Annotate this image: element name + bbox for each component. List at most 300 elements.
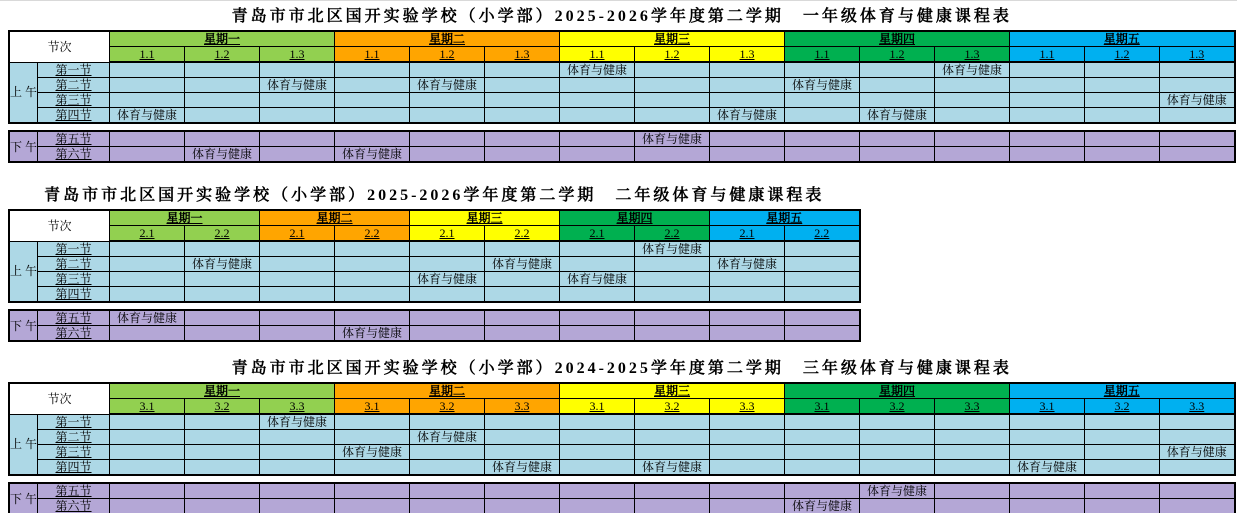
- class-header-cell[interactable]: 3.3: [485, 399, 560, 415]
- schedule-cell[interactable]: [110, 272, 185, 287]
- morning-label-cell[interactable]: 上 午: [9, 241, 38, 302]
- class-header-cell[interactable]: 2.2: [485, 226, 560, 242]
- schedule-cell[interactable]: [335, 310, 410, 326]
- schedule-cell[interactable]: [560, 499, 635, 513]
- schedule-cell[interactable]: [335, 78, 410, 93]
- schedule-cell[interactable]: [110, 131, 185, 147]
- schedule-cell[interactable]: [785, 131, 860, 147]
- schedule-cell[interactable]: [260, 460, 335, 476]
- schedule-cell[interactable]: [560, 147, 635, 163]
- schedule-cell[interactable]: [335, 62, 410, 78]
- schedule-cell[interactable]: [1160, 78, 1235, 93]
- schedule-cell[interactable]: [110, 93, 185, 108]
- schedule-cell[interactable]: [710, 241, 785, 257]
- schedule-cell[interactable]: [710, 62, 785, 78]
- schedule-cell[interactable]: [560, 414, 635, 430]
- schedule-cell[interactable]: [935, 445, 1010, 460]
- schedule-cell[interactable]: [185, 241, 260, 257]
- day-header-cell[interactable]: 星期二: [260, 210, 410, 226]
- schedule-cell[interactable]: [335, 131, 410, 147]
- schedule-cell[interactable]: [410, 287, 485, 303]
- class-header-cell[interactable]: 3.3: [1160, 399, 1235, 415]
- schedule-cell[interactable]: [1160, 499, 1235, 513]
- schedule-cell[interactable]: [635, 445, 710, 460]
- pe-lesson-cell[interactable]: 体育与健康: [260, 78, 335, 93]
- pe-lesson-cell[interactable]: 体育与健康: [860, 483, 935, 499]
- schedule-cell[interactable]: [635, 499, 710, 513]
- schedule-cell[interactable]: [260, 62, 335, 78]
- schedule-cell[interactable]: [860, 445, 935, 460]
- schedule-cell[interactable]: [635, 326, 710, 342]
- schedule-cell[interactable]: [485, 287, 560, 303]
- schedule-cell[interactable]: [485, 93, 560, 108]
- schedule-cell[interactable]: [1160, 430, 1235, 445]
- schedule-cell[interactable]: [410, 499, 485, 513]
- schedule-cell[interactable]: [410, 310, 485, 326]
- schedule-cell[interactable]: [335, 272, 410, 287]
- schedule-cell[interactable]: [860, 499, 935, 513]
- day-header-cell[interactable]: 星期一: [110, 383, 335, 399]
- schedule-cell[interactable]: [1085, 78, 1160, 93]
- schedule-cell[interactable]: [110, 414, 185, 430]
- pe-lesson-cell[interactable]: 体育与健康: [335, 445, 410, 460]
- schedule-cell[interactable]: [410, 460, 485, 476]
- schedule-cell[interactable]: [335, 287, 410, 303]
- schedule-cell[interactable]: [410, 326, 485, 342]
- period-column-header-cell[interactable]: 节次: [9, 31, 110, 62]
- schedule-cell[interactable]: [1085, 499, 1160, 513]
- schedule-cell[interactable]: [860, 414, 935, 430]
- schedule-cell[interactable]: [485, 241, 560, 257]
- schedule-cell[interactable]: [1010, 78, 1085, 93]
- schedule-cell[interactable]: [185, 445, 260, 460]
- schedule-cell[interactable]: [260, 326, 335, 342]
- table-title[interactable]: 青岛市市北区国开实验学校（小学部）2025-2026学年度第二学期 二年级体育与健康课程表: [44, 187, 825, 204]
- schedule-cell[interactable]: [110, 483, 185, 499]
- class-header-cell[interactable]: 3.3: [935, 399, 1010, 415]
- schedule-cell[interactable]: [1010, 445, 1085, 460]
- day-header-cell[interactable]: 星期三: [560, 31, 785, 47]
- schedule-cell[interactable]: [335, 93, 410, 108]
- schedule-cell[interactable]: [785, 272, 860, 287]
- class-header-cell[interactable]: 2.1: [560, 226, 635, 242]
- schedule-cell[interactable]: [485, 272, 560, 287]
- pe-lesson-cell[interactable]: 体育与健康: [935, 62, 1010, 78]
- schedule-cell[interactable]: [485, 445, 560, 460]
- class-header-cell[interactable]: 1.3: [485, 47, 560, 63]
- schedule-cell[interactable]: [260, 499, 335, 513]
- class-header-cell[interactable]: 3.1: [110, 399, 185, 415]
- schedule-cell[interactable]: [635, 108, 710, 124]
- schedule-cell[interactable]: [635, 483, 710, 499]
- schedule-cell[interactable]: [785, 108, 860, 124]
- day-header-cell[interactable]: 星期五: [1010, 383, 1235, 399]
- schedule-cell[interactable]: [935, 430, 1010, 445]
- schedule-cell[interactable]: [710, 326, 785, 342]
- schedule-cell[interactable]: [860, 62, 935, 78]
- schedule-cell[interactable]: [110, 147, 185, 163]
- schedule-cell[interactable]: [260, 310, 335, 326]
- pe-lesson-cell[interactable]: 体育与健康: [710, 257, 785, 272]
- schedule-cell[interactable]: [335, 483, 410, 499]
- schedule-cell[interactable]: [335, 430, 410, 445]
- class-header-cell[interactable]: 1.1: [1010, 47, 1085, 63]
- afternoon-label-cell[interactable]: 下 午: [9, 310, 38, 341]
- schedule-cell[interactable]: [260, 147, 335, 163]
- schedule-cell[interactable]: [785, 430, 860, 445]
- schedule-cell[interactable]: [260, 287, 335, 303]
- schedule-cell[interactable]: [185, 272, 260, 287]
- class-header-cell[interactable]: 1.2: [635, 47, 710, 63]
- schedule-cell[interactable]: [635, 430, 710, 445]
- period-label-cell[interactable]: 第四节: [38, 460, 110, 476]
- schedule-cell[interactable]: [560, 445, 635, 460]
- class-header-cell[interactable]: 3.1: [785, 399, 860, 415]
- schedule-cell[interactable]: [410, 93, 485, 108]
- class-header-cell[interactable]: 2.2: [635, 226, 710, 242]
- schedule-cell[interactable]: [935, 414, 1010, 430]
- schedule-cell[interactable]: [635, 257, 710, 272]
- pe-lesson-cell[interactable]: 体育与健康: [260, 414, 335, 430]
- schedule-cell[interactable]: [1160, 483, 1235, 499]
- schedule-cell[interactable]: [485, 430, 560, 445]
- schedule-cell[interactable]: [110, 445, 185, 460]
- schedule-cell[interactable]: [785, 310, 860, 326]
- class-header-cell[interactable]: 2.1: [710, 226, 785, 242]
- schedule-cell[interactable]: [860, 93, 935, 108]
- schedule-cell[interactable]: [410, 445, 485, 460]
- day-header-cell[interactable]: 星期五: [710, 210, 860, 226]
- period-label-cell[interactable]: 第五节: [38, 310, 110, 326]
- schedule-cell[interactable]: [560, 483, 635, 499]
- schedule-cell[interactable]: [110, 62, 185, 78]
- schedule-cell[interactable]: [1160, 414, 1235, 430]
- schedule-cell[interactable]: [110, 499, 185, 513]
- day-header-cell[interactable]: 星期三: [410, 210, 560, 226]
- schedule-cell[interactable]: [335, 241, 410, 257]
- schedule-cell[interactable]: [560, 241, 635, 257]
- schedule-cell[interactable]: [485, 108, 560, 124]
- schedule-cell[interactable]: [710, 93, 785, 108]
- pe-lesson-cell[interactable]: 体育与健康: [1010, 460, 1085, 476]
- schedule-cell[interactable]: [560, 131, 635, 147]
- schedule-cell[interactable]: [785, 147, 860, 163]
- schedule-cell[interactable]: [560, 287, 635, 303]
- schedule-cell[interactable]: [260, 108, 335, 124]
- schedule-cell[interactable]: [110, 326, 185, 342]
- schedule-cell[interactable]: [185, 326, 260, 342]
- schedule-cell[interactable]: [260, 257, 335, 272]
- schedule-cell[interactable]: [410, 241, 485, 257]
- schedule-cell[interactable]: [710, 430, 785, 445]
- schedule-cell[interactable]: [1085, 93, 1160, 108]
- schedule-cell[interactable]: [185, 93, 260, 108]
- schedule-cell[interactable]: [185, 287, 260, 303]
- schedule-cell[interactable]: [110, 287, 185, 303]
- schedule-cell[interactable]: [710, 147, 785, 163]
- class-header-cell[interactable]: 1.3: [710, 47, 785, 63]
- schedule-cell[interactable]: [785, 257, 860, 272]
- period-label-cell[interactable]: 第四节: [38, 108, 110, 124]
- pe-lesson-cell[interactable]: 体育与健康: [785, 78, 860, 93]
- schedule-cell[interactable]: [410, 108, 485, 124]
- schedule-cell[interactable]: [335, 257, 410, 272]
- schedule-cell[interactable]: [260, 131, 335, 147]
- schedule-cell[interactable]: [1085, 460, 1160, 476]
- day-header-cell[interactable]: 星期一: [110, 31, 335, 47]
- class-header-cell[interactable]: 3.1: [560, 399, 635, 415]
- class-header-cell[interactable]: 3.2: [635, 399, 710, 415]
- pe-lesson-cell[interactable]: 体育与健康: [560, 62, 635, 78]
- table-title[interactable]: 青岛市市北区国开实验学校（小学部）2025-2026学年度第二学期 一年级体育与健康课程表: [231, 8, 1012, 25]
- schedule-cell[interactable]: [785, 287, 860, 303]
- schedule-cell[interactable]: [710, 460, 785, 476]
- schedule-cell[interactable]: [485, 62, 560, 78]
- schedule-cell[interactable]: [1010, 108, 1085, 124]
- schedule-cell[interactable]: [1160, 108, 1235, 124]
- period-label-cell[interactable]: 第六节: [38, 147, 110, 163]
- class-header-cell[interactable]: 1.3: [935, 47, 1010, 63]
- schedule-cell[interactable]: [260, 241, 335, 257]
- schedule-cell[interactable]: [635, 272, 710, 287]
- pe-lesson-cell[interactable]: 体育与健康: [560, 272, 635, 287]
- pe-lesson-cell[interactable]: 体育与健康: [485, 460, 560, 476]
- schedule-cell[interactable]: [185, 310, 260, 326]
- pe-lesson-cell[interactable]: 体育与健康: [635, 131, 710, 147]
- class-header-cell[interactable]: 1.3: [260, 47, 335, 63]
- schedule-cell[interactable]: [185, 483, 260, 499]
- schedule-cell[interactable]: [560, 310, 635, 326]
- schedule-cell[interactable]: [335, 460, 410, 476]
- schedule-cell[interactable]: [410, 147, 485, 163]
- schedule-cell[interactable]: [110, 430, 185, 445]
- schedule-cell[interactable]: [710, 414, 785, 430]
- schedule-cell[interactable]: [635, 310, 710, 326]
- schedule-cell[interactable]: [1085, 414, 1160, 430]
- schedule-cell[interactable]: [260, 93, 335, 108]
- schedule-cell[interactable]: [1010, 430, 1085, 445]
- schedule-cell[interactable]: [1010, 499, 1085, 513]
- schedule-cell[interactable]: [260, 272, 335, 287]
- period-label-cell[interactable]: 第一节: [38, 241, 110, 257]
- schedule-cell[interactable]: [410, 483, 485, 499]
- day-header-cell[interactable]: 星期二: [335, 31, 560, 47]
- schedule-cell[interactable]: [710, 272, 785, 287]
- schedule-cell[interactable]: [185, 460, 260, 476]
- schedule-cell[interactable]: [335, 414, 410, 430]
- schedule-cell[interactable]: [1010, 131, 1085, 147]
- schedule-cell[interactable]: [635, 414, 710, 430]
- period-label-cell[interactable]: 第三节: [38, 445, 110, 460]
- period-label-cell[interactable]: 第四节: [38, 287, 110, 303]
- pe-lesson-cell[interactable]: 体育与健康: [335, 326, 410, 342]
- pe-lesson-cell[interactable]: 体育与健康: [410, 272, 485, 287]
- schedule-cell[interactable]: [560, 108, 635, 124]
- day-header-cell[interactable]: 星期四: [785, 31, 1010, 47]
- schedule-cell[interactable]: [860, 430, 935, 445]
- schedule-cell[interactable]: [1085, 430, 1160, 445]
- schedule-cell[interactable]: [1010, 62, 1085, 78]
- schedule-cell[interactable]: [635, 287, 710, 303]
- class-header-cell[interactable]: 1.1: [560, 47, 635, 63]
- schedule-cell[interactable]: [485, 147, 560, 163]
- schedule-cell[interactable]: [710, 499, 785, 513]
- schedule-cell[interactable]: [185, 78, 260, 93]
- schedule-cell[interactable]: [785, 414, 860, 430]
- schedule-cell[interactable]: [785, 326, 860, 342]
- schedule-cell[interactable]: [185, 62, 260, 78]
- schedule-cell[interactable]: [410, 131, 485, 147]
- pe-lesson-cell[interactable]: 体育与健康: [710, 108, 785, 124]
- pe-lesson-cell[interactable]: 体育与健康: [485, 257, 560, 272]
- schedule-cell[interactable]: [485, 310, 560, 326]
- schedule-cell[interactable]: [710, 78, 785, 93]
- pe-lesson-cell[interactable]: 体育与健康: [185, 147, 260, 163]
- schedule-cell[interactable]: [185, 430, 260, 445]
- schedule-cell[interactable]: [710, 445, 785, 460]
- schedule-cell[interactable]: [1010, 93, 1085, 108]
- schedule-cell[interactable]: [860, 131, 935, 147]
- class-header-cell[interactable]: 2.1: [410, 226, 485, 242]
- morning-label-cell[interactable]: 上 午: [9, 414, 38, 475]
- class-header-cell[interactable]: 3.2: [860, 399, 935, 415]
- class-header-cell[interactable]: 2.1: [260, 226, 335, 242]
- schedule-cell[interactable]: [785, 483, 860, 499]
- pe-lesson-cell[interactable]: 体育与健康: [785, 499, 860, 513]
- schedule-cell[interactable]: [410, 257, 485, 272]
- pe-lesson-cell[interactable]: 体育与健康: [110, 108, 185, 124]
- period-label-cell[interactable]: 第六节: [38, 326, 110, 342]
- schedule-cell[interactable]: [1010, 147, 1085, 163]
- pe-lesson-cell[interactable]: 体育与健康: [185, 257, 260, 272]
- schedule-cell[interactable]: [935, 483, 1010, 499]
- pe-lesson-cell[interactable]: 体育与健康: [860, 108, 935, 124]
- schedule-cell[interactable]: [860, 147, 935, 163]
- period-label-cell[interactable]: 第三节: [38, 93, 110, 108]
- period-label-cell[interactable]: 第一节: [38, 62, 110, 78]
- class-header-cell[interactable]: 2.1: [110, 226, 185, 242]
- afternoon-label-cell[interactable]: 下 午: [9, 131, 38, 162]
- class-header-cell[interactable]: 3.2: [185, 399, 260, 415]
- schedule-cell[interactable]: [485, 78, 560, 93]
- day-header-cell[interactable]: 星期四: [785, 383, 1010, 399]
- schedule-cell[interactable]: [710, 310, 785, 326]
- schedule-cell[interactable]: [485, 499, 560, 513]
- schedule-cell[interactable]: [410, 62, 485, 78]
- schedule-cell[interactable]: [185, 414, 260, 430]
- period-label-cell[interactable]: 第五节: [38, 131, 110, 147]
- class-header-cell[interactable]: 3.2: [410, 399, 485, 415]
- day-header-cell[interactable]: 星期五: [1010, 31, 1235, 47]
- class-header-cell[interactable]: 1.1: [110, 47, 185, 63]
- schedule-cell[interactable]: [560, 78, 635, 93]
- schedule-cell[interactable]: [935, 460, 1010, 476]
- class-header-cell[interactable]: 3.3: [260, 399, 335, 415]
- schedule-cell[interactable]: [1085, 62, 1160, 78]
- class-header-cell[interactable]: 3.1: [1010, 399, 1085, 415]
- pe-lesson-cell[interactable]: 体育与健康: [335, 147, 410, 163]
- day-header-cell[interactable]: 星期三: [560, 383, 785, 399]
- schedule-cell[interactable]: [1085, 108, 1160, 124]
- class-header-cell[interactable]: 1.1: [785, 47, 860, 63]
- period-column-header-cell[interactable]: 节次: [9, 383, 110, 414]
- schedule-cell[interactable]: [560, 460, 635, 476]
- schedule-cell[interactable]: [785, 445, 860, 460]
- schedule-cell[interactable]: [1010, 483, 1085, 499]
- schedule-cell[interactable]: [1160, 131, 1235, 147]
- period-column-header-cell[interactable]: 节次: [9, 210, 110, 241]
- period-label-cell[interactable]: 第二节: [38, 78, 110, 93]
- class-header-cell[interactable]: 1.2: [1085, 47, 1160, 63]
- schedule-cell[interactable]: [710, 483, 785, 499]
- class-header-cell[interactable]: 1.3: [1160, 47, 1235, 63]
- schedule-cell[interactable]: [635, 147, 710, 163]
- schedule-cell[interactable]: [635, 62, 710, 78]
- schedule-cell[interactable]: [485, 483, 560, 499]
- pe-lesson-cell[interactable]: 体育与健康: [635, 241, 710, 257]
- morning-label-cell[interactable]: 上 午: [9, 62, 38, 123]
- schedule-cell[interactable]: [185, 499, 260, 513]
- schedule-cell[interactable]: [1085, 445, 1160, 460]
- schedule-cell[interactable]: [1160, 147, 1235, 163]
- class-header-cell[interactable]: 1.2: [185, 47, 260, 63]
- schedule-cell[interactable]: [185, 108, 260, 124]
- schedule-cell[interactable]: [260, 430, 335, 445]
- schedule-cell[interactable]: [1160, 62, 1235, 78]
- class-header-cell[interactable]: 1.2: [860, 47, 935, 63]
- pe-lesson-cell[interactable]: 体育与健康: [410, 78, 485, 93]
- schedule-cell[interactable]: [485, 326, 560, 342]
- schedule-cell[interactable]: [935, 499, 1010, 513]
- schedule-cell[interactable]: [485, 131, 560, 147]
- table-title[interactable]: 青岛市市北区国开实验学校（小学部）2024-2025学年度第二学期 三年级体育与健康课程表: [231, 360, 1012, 377]
- class-header-cell[interactable]: 3.2: [1085, 399, 1160, 415]
- schedule-cell[interactable]: [485, 414, 560, 430]
- schedule-cell[interactable]: [560, 430, 635, 445]
- schedule-cell[interactable]: [635, 78, 710, 93]
- class-header-cell[interactable]: 3.3: [710, 399, 785, 415]
- day-header-cell[interactable]: 星期二: [335, 383, 560, 399]
- schedule-cell[interactable]: [935, 147, 1010, 163]
- schedule-cell[interactable]: [935, 131, 1010, 147]
- class-header-cell[interactable]: 2.2: [785, 226, 860, 242]
- schedule-cell[interactable]: [1010, 414, 1085, 430]
- pe-lesson-cell[interactable]: 体育与健康: [635, 460, 710, 476]
- class-header-cell[interactable]: 1.1: [335, 47, 410, 63]
- schedule-cell[interactable]: [335, 499, 410, 513]
- schedule-cell[interactable]: [935, 108, 1010, 124]
- day-header-cell[interactable]: 星期一: [110, 210, 260, 226]
- schedule-cell[interactable]: [710, 287, 785, 303]
- day-header-cell[interactable]: 星期四: [560, 210, 710, 226]
- schedule-cell[interactable]: [785, 241, 860, 257]
- class-header-cell[interactable]: 1.2: [410, 47, 485, 63]
- period-label-cell[interactable]: 第二节: [38, 430, 110, 445]
- schedule-cell[interactable]: [1085, 131, 1160, 147]
- schedule-cell[interactable]: [785, 93, 860, 108]
- period-label-cell[interactable]: 第二节: [38, 257, 110, 272]
- class-header-cell[interactable]: 2.2: [185, 226, 260, 242]
- schedule-cell[interactable]: [560, 326, 635, 342]
- afternoon-label-cell[interactable]: 下 午: [9, 483, 38, 513]
- schedule-cell[interactable]: [410, 414, 485, 430]
- pe-lesson-cell[interactable]: 体育与健康: [1160, 93, 1235, 108]
- schedule-cell[interactable]: [710, 131, 785, 147]
- schedule-cell[interactable]: [1160, 460, 1235, 476]
- schedule-cell[interactable]: [185, 131, 260, 147]
- schedule-cell[interactable]: [935, 93, 1010, 108]
- class-header-cell[interactable]: 2.2: [335, 226, 410, 242]
